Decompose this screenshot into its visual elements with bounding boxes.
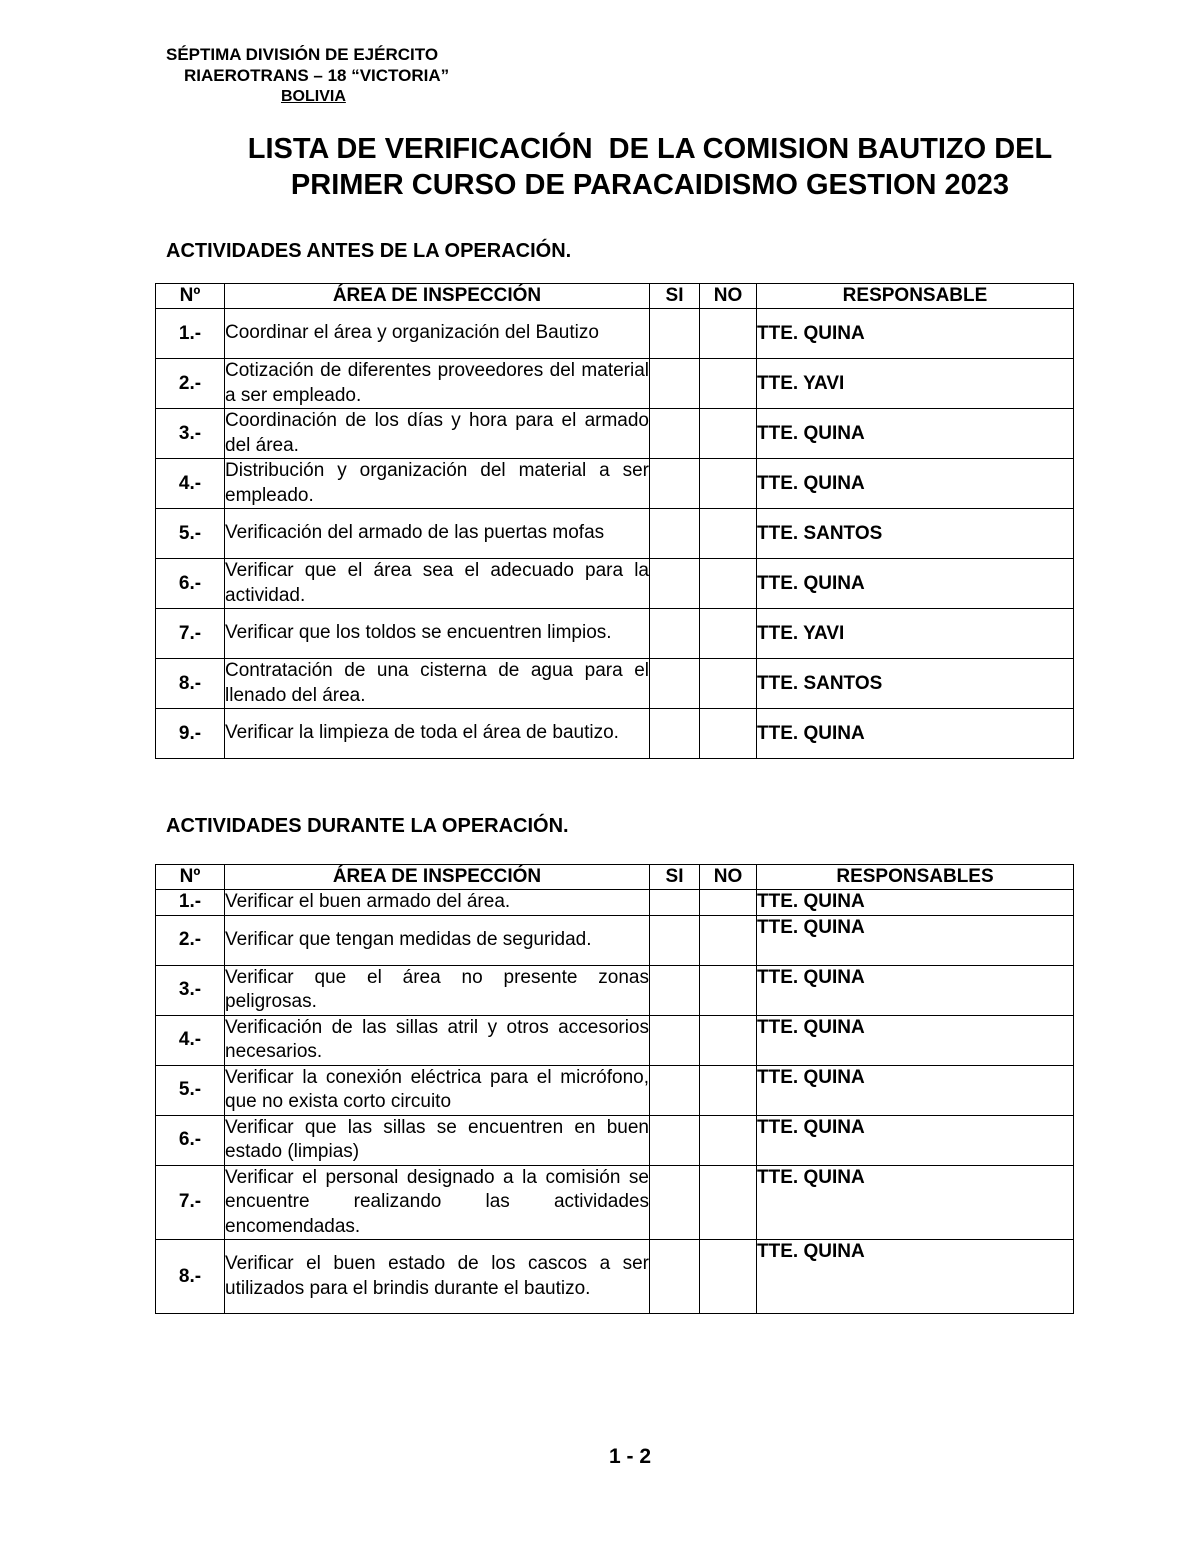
row-area: Verificar que el área no presente zonas peligrosas. bbox=[225, 965, 650, 1015]
row-area: Coordinación de los días y hora para el armado del área. bbox=[225, 409, 650, 459]
no-checkbox-cell[interactable] bbox=[700, 1115, 757, 1165]
table-row bbox=[156, 609, 1074, 659]
table-row bbox=[156, 890, 1074, 916]
no-checkbox-cell[interactable] bbox=[700, 359, 757, 409]
table-row bbox=[156, 409, 1074, 459]
column-header-responsible: RESPONSABLES bbox=[757, 865, 1074, 890]
row-area: Coordinar el área y organización del Bautizo bbox=[225, 309, 650, 359]
table-row bbox=[156, 459, 1074, 509]
row-area: Verificar que el área sea el adecuado para la actividad. bbox=[225, 559, 650, 609]
row-area: Cotización de diferentes proveedores del material a ser empleado. bbox=[225, 359, 650, 409]
si-checkbox-cell[interactable] bbox=[650, 1065, 700, 1115]
table-row bbox=[156, 659, 1074, 709]
no-checkbox-cell[interactable] bbox=[700, 659, 757, 709]
document-title bbox=[150, 131, 1150, 203]
no-checkbox-cell[interactable] bbox=[700, 1165, 757, 1240]
row-number: 1.- bbox=[156, 309, 225, 359]
row-number: 2.- bbox=[156, 915, 225, 965]
row-responsible: TTE. QUINA bbox=[757, 1240, 1074, 1314]
row-number: 3.- bbox=[156, 965, 225, 1015]
header-unit: RIAEROTRANS – 18 “VICTORIA” bbox=[184, 66, 450, 85]
header-country: BOLIVIA bbox=[281, 88, 346, 105]
row-area: Verificar el buen estado de los cascos a ser utilizados para el brindis durante el bautizo. bbox=[225, 1240, 650, 1314]
row-area: Verificar que los toldos se encuentren limpios. bbox=[225, 609, 650, 659]
row-area: Verificar la limpieza de toda el área de bautizo. bbox=[225, 709, 650, 759]
row-number: 6.- bbox=[156, 559, 225, 609]
row-area: Verificar la conexión eléctrica para el micrófono, que no exista corto circuito bbox=[225, 1065, 650, 1115]
row-number: 7.- bbox=[156, 609, 225, 659]
table-row bbox=[156, 559, 1074, 609]
row-area: Verificar que las sillas se encuentren en buen estado (limpias) bbox=[225, 1115, 650, 1165]
row-responsible: TTE. QUINA bbox=[757, 409, 1074, 459]
row-number: 4.- bbox=[156, 459, 225, 509]
si-checkbox-cell[interactable] bbox=[650, 459, 700, 509]
si-checkbox-cell[interactable] bbox=[650, 359, 700, 409]
table-header-row bbox=[156, 284, 1074, 309]
row-area: Verificar el buen armado del área. bbox=[225, 890, 650, 916]
checklist-table-before bbox=[155, 283, 1074, 759]
column-header-number: Nº bbox=[156, 284, 225, 309]
table-row bbox=[156, 1240, 1074, 1314]
row-responsible: TTE. QUINA bbox=[757, 1165, 1074, 1240]
checklist-table-during bbox=[155, 864, 1074, 1314]
row-number: 4.- bbox=[156, 1015, 225, 1065]
si-checkbox-cell[interactable] bbox=[650, 1240, 700, 1314]
no-checkbox-cell[interactable] bbox=[700, 409, 757, 459]
column-header-area: ÁREA DE INSPECCIÓN bbox=[225, 865, 650, 890]
row-number: 6.- bbox=[156, 1115, 225, 1165]
row-responsible: TTE. QUINA bbox=[757, 890, 1074, 916]
document-header bbox=[166, 44, 449, 107]
row-responsible: TTE. SANTOS bbox=[757, 509, 1074, 559]
title-line-1: LISTA DE VERIFICACIÓN DE LA COMISION BAUTIZO DEL bbox=[247, 133, 1053, 165]
section-title-during: ACTIVIDADES DURANTE LA OPERACIÓN. bbox=[166, 815, 569, 837]
row-area: Verificar el personal designado a la comisión se encuentre realizando las actividades encomendadas. bbox=[225, 1165, 650, 1240]
table-row bbox=[156, 359, 1074, 409]
title-line-2: PRIMER CURSO DE PARACAIDISMO GESTION 2023 bbox=[290, 169, 1010, 201]
row-number: 2.- bbox=[156, 359, 225, 409]
row-area: Distribución y organización del material a ser empleado. bbox=[225, 459, 650, 509]
row-responsible: TTE. QUINA bbox=[757, 1065, 1074, 1115]
column-header-responsible: RESPONSABLE bbox=[757, 284, 1074, 309]
row-responsible: TTE. QUINA bbox=[757, 1115, 1074, 1165]
column-header-si: SI bbox=[650, 865, 700, 890]
si-checkbox-cell[interactable] bbox=[650, 890, 700, 916]
no-checkbox-cell[interactable] bbox=[700, 309, 757, 359]
row-area: Verificación de las sillas atril y otros accesorios necesarios. bbox=[225, 1015, 650, 1065]
si-checkbox-cell[interactable] bbox=[650, 1015, 700, 1065]
page-number: 1 - 2 bbox=[608, 1445, 652, 1468]
si-checkbox-cell[interactable] bbox=[650, 409, 700, 459]
header-division: SÉPTIMA DIVISIÓN DE EJÉRCITO bbox=[166, 45, 439, 64]
si-checkbox-cell[interactable] bbox=[650, 509, 700, 559]
table-row bbox=[156, 1065, 1074, 1115]
si-checkbox-cell[interactable] bbox=[650, 559, 700, 609]
row-number: 3.- bbox=[156, 409, 225, 459]
no-checkbox-cell[interactable] bbox=[700, 1240, 757, 1314]
row-number: 9.- bbox=[156, 709, 225, 759]
si-checkbox-cell[interactable] bbox=[650, 609, 700, 659]
no-checkbox-cell[interactable] bbox=[700, 1015, 757, 1065]
table-row bbox=[156, 309, 1074, 359]
si-checkbox-cell[interactable] bbox=[650, 659, 700, 709]
no-checkbox-cell[interactable] bbox=[700, 459, 757, 509]
no-checkbox-cell[interactable] bbox=[700, 709, 757, 759]
column-header-number: Nº bbox=[156, 865, 225, 890]
table-row bbox=[156, 915, 1074, 965]
column-header-no: NO bbox=[700, 284, 757, 309]
no-checkbox-cell[interactable] bbox=[700, 1065, 757, 1115]
row-responsible: TTE. QUINA bbox=[757, 459, 1074, 509]
no-checkbox-cell[interactable] bbox=[700, 559, 757, 609]
row-responsible: TTE. QUINA bbox=[757, 709, 1074, 759]
row-number: 8.- bbox=[156, 659, 225, 709]
row-responsible: TTE. YAVI bbox=[757, 609, 1074, 659]
si-checkbox-cell[interactable] bbox=[650, 709, 700, 759]
row-responsible: TTE. SANTOS bbox=[757, 659, 1074, 709]
table-row bbox=[156, 709, 1074, 759]
no-checkbox-cell[interactable] bbox=[700, 609, 757, 659]
row-area: Verificación del armado de las puertas mofas bbox=[225, 509, 650, 559]
table-row bbox=[156, 1015, 1074, 1065]
row-number: 7.- bbox=[156, 1165, 225, 1240]
row-responsible: TTE. QUINA bbox=[757, 559, 1074, 609]
table-header-row bbox=[156, 865, 1074, 890]
row-number: 5.- bbox=[156, 509, 225, 559]
row-number: 5.- bbox=[156, 1065, 225, 1115]
column-header-si: SI bbox=[650, 284, 700, 309]
table-row bbox=[156, 509, 1074, 559]
table-row bbox=[156, 1115, 1074, 1165]
si-checkbox-cell[interactable] bbox=[650, 309, 700, 359]
table-row bbox=[156, 965, 1074, 1015]
no-checkbox-cell[interactable] bbox=[700, 890, 757, 916]
row-responsible: TTE. YAVI bbox=[757, 359, 1074, 409]
column-header-area: ÁREA DE INSPECCIÓN bbox=[225, 284, 650, 309]
si-checkbox-cell[interactable] bbox=[650, 965, 700, 1015]
row-responsible: TTE. QUINA bbox=[757, 1015, 1074, 1065]
row-responsible: TTE. QUINA bbox=[757, 965, 1074, 1015]
no-checkbox-cell[interactable] bbox=[700, 965, 757, 1015]
no-checkbox-cell[interactable] bbox=[700, 509, 757, 559]
table-row bbox=[156, 1165, 1074, 1240]
column-header-no: NO bbox=[700, 865, 757, 890]
si-checkbox-cell[interactable] bbox=[650, 1115, 700, 1165]
no-checkbox-cell[interactable] bbox=[700, 915, 757, 965]
row-number: 1.- bbox=[156, 890, 225, 916]
si-checkbox-cell[interactable] bbox=[650, 1165, 700, 1240]
section-title-before: ACTIVIDADES ANTES DE LA OPERACIÓN. bbox=[166, 240, 572, 262]
row-responsible: TTE. QUINA bbox=[757, 915, 1074, 965]
row-area: Contratación de una cisterna de agua para el llenado del área. bbox=[225, 659, 650, 709]
row-responsible: TTE. QUINA bbox=[757, 309, 1074, 359]
row-area: Verificar que tengan medidas de seguridad. bbox=[225, 915, 650, 965]
row-number: 8.- bbox=[156, 1240, 225, 1314]
si-checkbox-cell[interactable] bbox=[650, 915, 700, 965]
